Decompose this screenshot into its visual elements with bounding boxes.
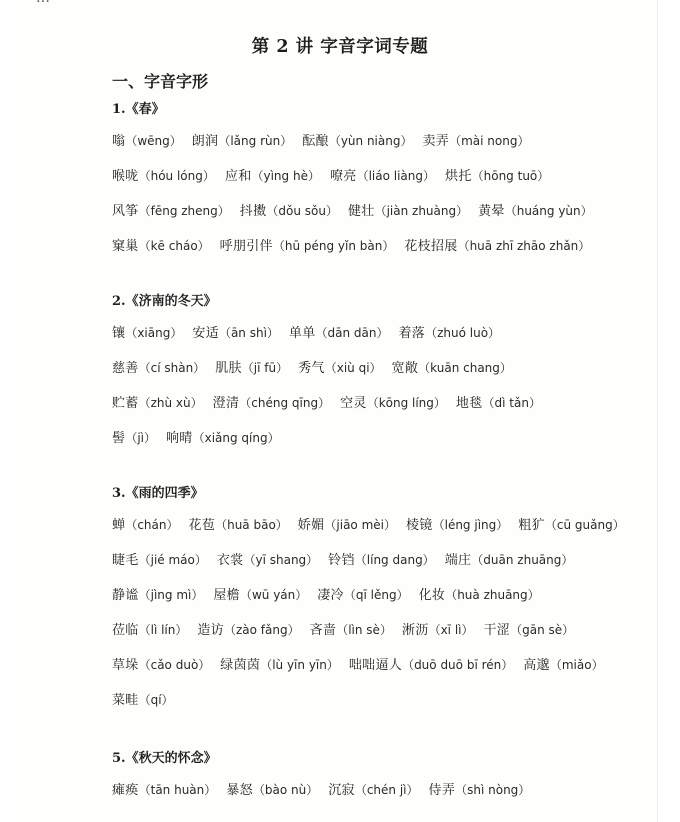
vocab-pinyin: （xiāng）	[125, 326, 183, 340]
vocab-word: 衣裳	[216, 553, 244, 568]
vocab-word: 单单	[288, 326, 316, 341]
vocab-pinyin: （jì）	[125, 431, 156, 445]
vocab-row	[112, 779, 652, 814]
vocab-term	[402, 619, 474, 642]
vocab-word: 静谧	[112, 588, 139, 603]
vocab-word: 咄咄逼人	[348, 658, 403, 673]
vocab-pinyin: （lù yīn yīn）	[260, 658, 339, 672]
vocab-pinyin: （chén jì）	[354, 783, 419, 797]
vocab-term	[518, 514, 624, 537]
vocab-pinyin: （jiàn zhuàng）	[374, 204, 469, 218]
vocab-term	[112, 689, 174, 712]
vocab-term	[112, 619, 187, 642]
previous-page-fragment	[36, 0, 52, 4]
vocab-term	[348, 200, 468, 223]
vocab-row	[112, 200, 652, 235]
vocab-word: 呼朋引伴	[219, 239, 273, 254]
vocab-term	[188, 514, 287, 537]
vocab-term	[112, 654, 210, 677]
vocab-pinyin: （xiù qi）	[324, 361, 382, 375]
vocab-word: 屋檐	[213, 588, 240, 603]
vocab-word: 朗润	[191, 134, 219, 149]
vocab-term	[330, 165, 435, 188]
vocab-word: 凄冷	[317, 588, 344, 603]
vocab-term	[112, 357, 205, 380]
vocab-term	[112, 427, 156, 450]
vocab-pinyin: （cí shàn）	[138, 361, 206, 375]
section-title: 1.《春》	[112, 102, 165, 117]
vocab-word: 黄晕	[478, 204, 505, 219]
vocab-pinyin: （gān sè）	[510, 623, 575, 637]
vocab-term	[217, 549, 318, 572]
vocab-pinyin: （yùn niàng）	[328, 134, 413, 148]
vocab-term	[310, 619, 392, 642]
vocab-pinyin: （kē cháo）	[138, 239, 210, 253]
vocab-pinyin: （miǎo）	[549, 658, 604, 672]
lecture-title: 第 2 讲 字音字词专题	[251, 37, 429, 57]
vocab-word: 响晴	[165, 431, 193, 446]
vocab-word: 花枝招展	[404, 239, 458, 254]
section-title: 3.《雨的四季》	[112, 486, 204, 501]
vocab-row	[112, 235, 652, 270]
vocab-term	[112, 200, 230, 223]
vocab-term	[445, 165, 549, 188]
vocab-word: 地毯	[455, 396, 483, 411]
vocab-row	[112, 427, 652, 462]
vocab-word: 肌肤	[215, 361, 242, 376]
vocab-term	[419, 584, 540, 607]
vocab-term	[340, 392, 446, 415]
vocab-term	[197, 619, 299, 642]
vocab-term	[328, 779, 418, 802]
vocab-word: 铃铛	[328, 553, 355, 568]
vocab-word: 宽敞	[391, 361, 419, 376]
vocab-term	[192, 322, 279, 345]
vocab-row	[112, 165, 652, 200]
vocab-term	[112, 322, 182, 345]
vocab-term	[213, 584, 307, 607]
vocab-word: 高邈	[523, 658, 550, 673]
vocab-pinyin: （lìn sè）	[336, 623, 392, 637]
vocab-pinyin: （xiǎng qíng）	[192, 431, 280, 445]
section-title: 5.《秋天的怀念》	[112, 751, 217, 766]
vocab-pinyin: （jiāo mèi）	[324, 518, 396, 532]
vocab-word: 棱镜	[406, 518, 433, 533]
vocab-pinyin: （qí）	[138, 693, 174, 707]
vocab-row	[112, 689, 652, 724]
vocab-word: 着落	[398, 326, 426, 341]
vocab-pinyin: （bào nù）	[252, 783, 319, 797]
vocab-term	[215, 357, 288, 380]
vocab-pinyin: （kōng líng）	[366, 396, 446, 410]
vocab-term	[112, 549, 207, 572]
vocab-row	[112, 322, 652, 357]
vocab-term	[328, 549, 435, 572]
vocab-pinyin: （xī lì）	[428, 623, 474, 637]
vocab-pinyin: （chéng qīng）	[239, 396, 331, 410]
vocab-pinyin: （wū yán）	[239, 588, 308, 602]
vocab-term	[289, 322, 389, 345]
vocab-word: 瘫痪	[112, 783, 139, 798]
vocab-word: 喉咙	[112, 169, 139, 184]
vocab-word: 空灵	[340, 396, 367, 411]
vocab-pinyin: （cū guǎng）	[544, 518, 625, 532]
vocab-pinyin: （zhù xù）	[138, 396, 203, 410]
vocab-term	[483, 619, 574, 642]
vocab-pinyin: （yī shang）	[243, 553, 319, 567]
vocab-pinyin: （zhuó luò）	[425, 326, 501, 340]
vocab-word: 烘托	[445, 169, 472, 184]
section-autumn-memory	[112, 749, 652, 814]
vocab-term	[166, 427, 280, 450]
vocab-pinyin: （duān zhuāng）	[471, 553, 574, 567]
vocab-term	[192, 130, 292, 153]
vocab-pinyin: （qī lěng）	[343, 588, 409, 602]
vocab-term	[445, 549, 574, 572]
vocab-word: 草垛	[112, 658, 139, 673]
vocab-pinyin: （liáo liàng）	[356, 169, 436, 183]
vocab-pinyin: （zào fǎng）	[223, 623, 300, 637]
vocab-word: 睫毛	[112, 553, 139, 568]
vocab-word: 贮蓄	[112, 396, 139, 411]
vocab-pinyin: （huā zhī zhāo zhǎn）	[457, 239, 591, 253]
vocab-pinyin: （hōng tuō）	[471, 169, 550, 183]
vocab-term	[317, 584, 408, 607]
vocab-pinyin: （lì lín）	[138, 623, 188, 637]
vocab-row	[112, 392, 652, 427]
vocab-term	[298, 514, 396, 537]
vocab-row	[112, 654, 652, 689]
vocab-word: 造访	[197, 623, 224, 638]
vocab-word: 淅沥	[401, 623, 429, 638]
vocab-term	[302, 130, 412, 153]
vocab-pinyin: （cǎo duò）	[138, 658, 211, 672]
vocab-word: 酝酿	[302, 134, 329, 149]
vocab-pinyin: （yìng hè）	[251, 169, 320, 183]
section-jinan-winter	[112, 292, 652, 462]
vocab-word: 秀气	[298, 361, 325, 376]
section-title: 2.《济南的冬天》	[112, 294, 217, 309]
vocab-word: 侍弄	[428, 783, 456, 798]
vocab-term	[112, 165, 215, 188]
vocab-word: 澄清	[212, 396, 240, 411]
vocab-row	[112, 514, 652, 549]
vocab-term	[226, 779, 318, 802]
vocab-word: 镶	[112, 326, 126, 341]
section-rain-seasons	[112, 484, 652, 724]
vocab-row	[112, 584, 652, 619]
vocab-pinyin: （fēng zheng）	[138, 204, 230, 218]
vocab-term	[112, 584, 203, 607]
vocab-word: 端庄	[444, 553, 472, 568]
vocab-row	[112, 619, 652, 654]
vocab-word: 风筝	[112, 204, 139, 219]
vocab-pinyin: （huáng yùn）	[504, 204, 593, 218]
vocab-word: 嘹亮	[329, 169, 357, 184]
vocab-term	[112, 130, 182, 153]
vocab-word: 沉寂	[328, 783, 355, 798]
vocab-term	[523, 654, 603, 677]
vocab-word: 干涩	[483, 623, 511, 638]
vocab-term	[112, 514, 178, 537]
vocab-word: 安适	[192, 326, 219, 341]
vocab-pinyin: （jìng mì）	[138, 588, 204, 602]
vocab-word: 吝啬	[309, 623, 337, 638]
vocab-word: 莅临	[112, 623, 139, 638]
vocab-term	[404, 235, 590, 258]
vocab-word: 髻	[112, 431, 126, 446]
vocab-word: 蝉	[112, 518, 126, 533]
vocab-term	[429, 779, 531, 802]
vocab-pinyin: （wēng）	[125, 134, 182, 148]
vocab-row	[112, 130, 652, 165]
vocab-term	[112, 235, 210, 258]
vocab-pinyin: （dì tǎn）	[482, 396, 541, 410]
vocab-word: 抖擞	[239, 204, 267, 219]
vocab-term	[456, 392, 541, 415]
vocab-term	[478, 200, 593, 223]
vocab-row	[112, 549, 652, 584]
vocab-word: 化妆	[418, 588, 446, 603]
vocab-term	[112, 779, 216, 802]
part-heading: 一、字音字形	[112, 72, 209, 91]
vocab-pinyin: （ān shì）	[218, 326, 279, 340]
vocab-term	[220, 654, 339, 677]
vocab-pinyin: （duō duō bī rén）	[402, 658, 514, 672]
vocab-word: 慈善	[112, 361, 139, 376]
vocab-term	[298, 357, 381, 380]
vocab-pinyin: （huā bāo）	[215, 518, 288, 532]
vocab-term	[240, 200, 338, 223]
vocab-term	[406, 514, 508, 537]
vocab-pinyin: （shì nòng）	[455, 783, 531, 797]
vocab-pinyin: （dān dān）	[315, 326, 389, 340]
vocab-word: 粗犷	[518, 518, 545, 533]
vocab-word: 绿茵茵	[220, 658, 261, 673]
vocab-pinyin: （tān huàn）	[138, 783, 217, 797]
vocab-pinyin: （jī fū）	[241, 361, 289, 375]
vocab-term	[220, 235, 395, 258]
vocab-term	[112, 392, 203, 415]
vocab-term	[225, 165, 320, 188]
vocab-pinyin: （kuān chang）	[418, 361, 512, 375]
vocab-word: 暴怒	[226, 783, 253, 798]
vocab-pinyin: （líng dang）	[354, 553, 435, 567]
vocab-term	[392, 357, 512, 380]
vocab-pinyin: （dǒu sǒu）	[266, 204, 338, 218]
vocab-pinyin: （mài nong）	[449, 134, 530, 148]
vocab-pinyin: （huà zhuāng）	[445, 588, 540, 602]
vocab-word: 卖弄	[422, 134, 450, 149]
vocab-word: 应和	[224, 169, 252, 184]
vocab-pinyin: （léng jìng）	[432, 518, 509, 532]
vocab-word: 嗡	[112, 134, 126, 149]
vocab-row	[112, 357, 652, 392]
vocab-term	[398, 322, 500, 345]
page-right-margin	[657, 0, 680, 822]
section-chun	[112, 100, 652, 270]
vocab-word: 菜畦	[112, 693, 139, 708]
vocab-pinyin: （chán）	[125, 518, 179, 532]
vocab-term	[349, 654, 513, 677]
page-left-margin	[0, 0, 14, 822]
vocab-pinyin: （hóu lóng）	[138, 169, 215, 183]
vocab-pinyin: （jié máo）	[138, 553, 207, 567]
vocab-pinyin: （hū péng yǐn bàn）	[272, 239, 395, 253]
vocab-term	[422, 130, 529, 153]
vocab-word: 花苞	[188, 518, 216, 533]
vocab-word: 窠巢	[112, 239, 139, 254]
vocab-pinyin: （lǎng rùn）	[218, 134, 293, 148]
vocab-word: 健壮	[347, 204, 375, 219]
vocab-word: 娇媚	[297, 518, 325, 533]
vocab-term	[213, 392, 330, 415]
